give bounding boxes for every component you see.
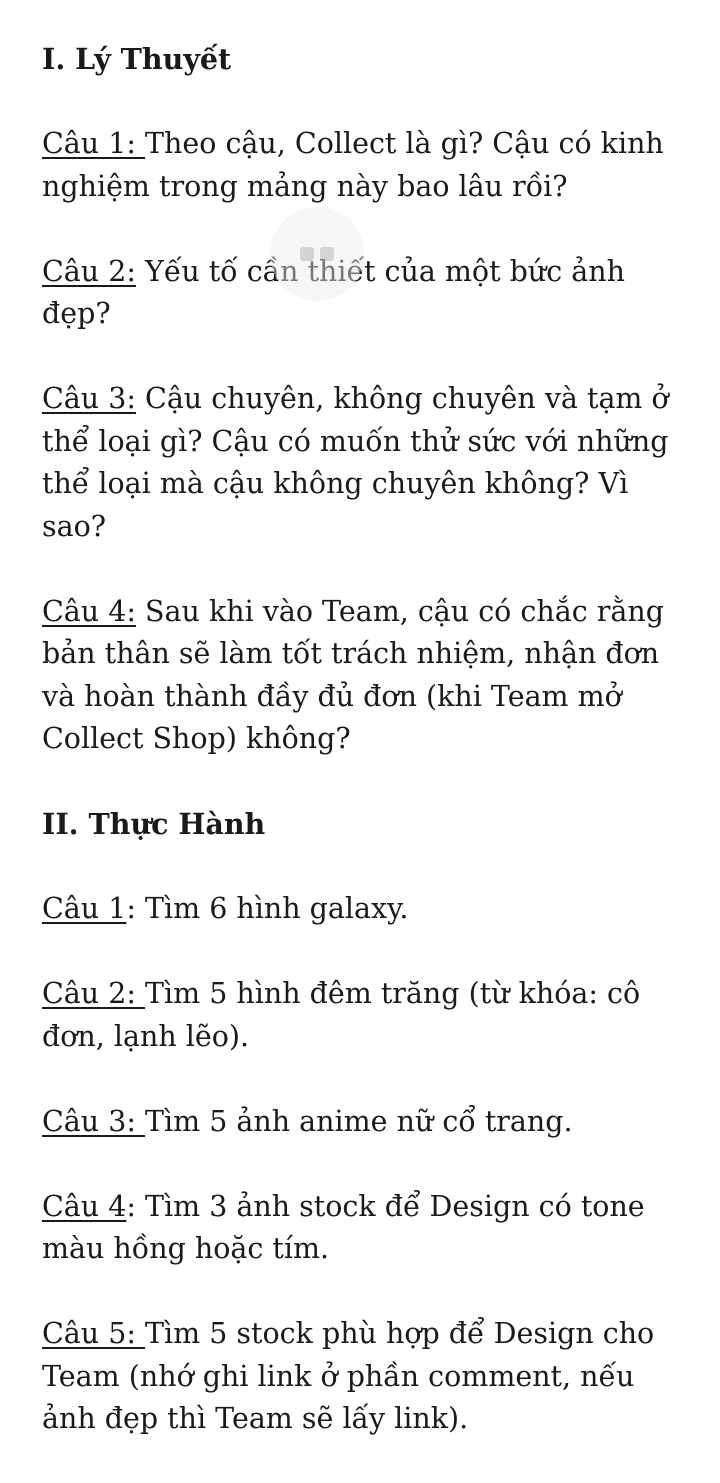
theory-question-1 (42, 123, 682, 208)
question-text: Cậu chuyên, không chuyên và tạm ở thể loại gì? Cậu có muốn thử sức với những thể loại mà cậu không chuyên không? Vì sao? (42, 382, 669, 543)
question-label: Câu 1 (42, 892, 127, 925)
practice-heading: II. Thực Hành (42, 807, 266, 841)
question-text: : Tìm 6 hình galaxy. (126, 892, 409, 925)
question-text: Tìm 5 hình đêm trăng (từ khóa: cô đơn, lạnh lẽo). (42, 977, 641, 1053)
pause-icon (300, 247, 314, 261)
theory-question-4 (42, 591, 682, 761)
floating-pause-button[interactable] (270, 207, 364, 301)
question-label: Câu 3: (42, 382, 136, 415)
practice-question-2 (42, 973, 682, 1058)
question-label: Câu 1: (42, 127, 146, 160)
question-label: Câu 2: (42, 254, 136, 288)
practice-question-4 (42, 1186, 682, 1271)
theory-heading: I. Lý Thuyết (42, 42, 232, 76)
question-text: : Tìm 3 ảnh stock để Design có tone màu hồng hoặc tím. (42, 1189, 645, 1265)
question-label: Câu 4 (42, 1189, 127, 1223)
question-label: Câu 5: (42, 1317, 146, 1350)
theory-question-3 (42, 378, 682, 548)
question-text: Tìm 5 stock phù hợp để Design cho Team (nhớ ghi link ở phần comment, nếu ảnh đẹp thì Team sẽ lấy link). (42, 1317, 655, 1435)
question-text: Theo cậu, Collect là gì? Cậu có kinh nghiệm trong mảng này bao lâu rồi? (42, 127, 664, 203)
question-text: Sau khi vào Team, cậu có chắc rằng bản thân sẽ làm tốt trách nhiệm, nhận đơn và hoàn thành đầy đủ đơn (khi Team mở Collect Shop) không? (42, 594, 664, 755)
practice-question-5 (42, 1313, 682, 1441)
question-label: Câu 4: (42, 594, 136, 628)
question-label: Câu 3: (42, 1104, 146, 1138)
question-text: Yếu tố cần thiết của một bức ảnh đẹp? (42, 254, 625, 330)
question-text: Tìm 5 ảnh anime nữ cổ trang. (145, 1104, 573, 1138)
practice-question-3 (42, 1101, 682, 1144)
pause-icon (320, 247, 334, 261)
question-label: Câu 2: (42, 977, 146, 1010)
practice-question-1 (42, 888, 682, 931)
